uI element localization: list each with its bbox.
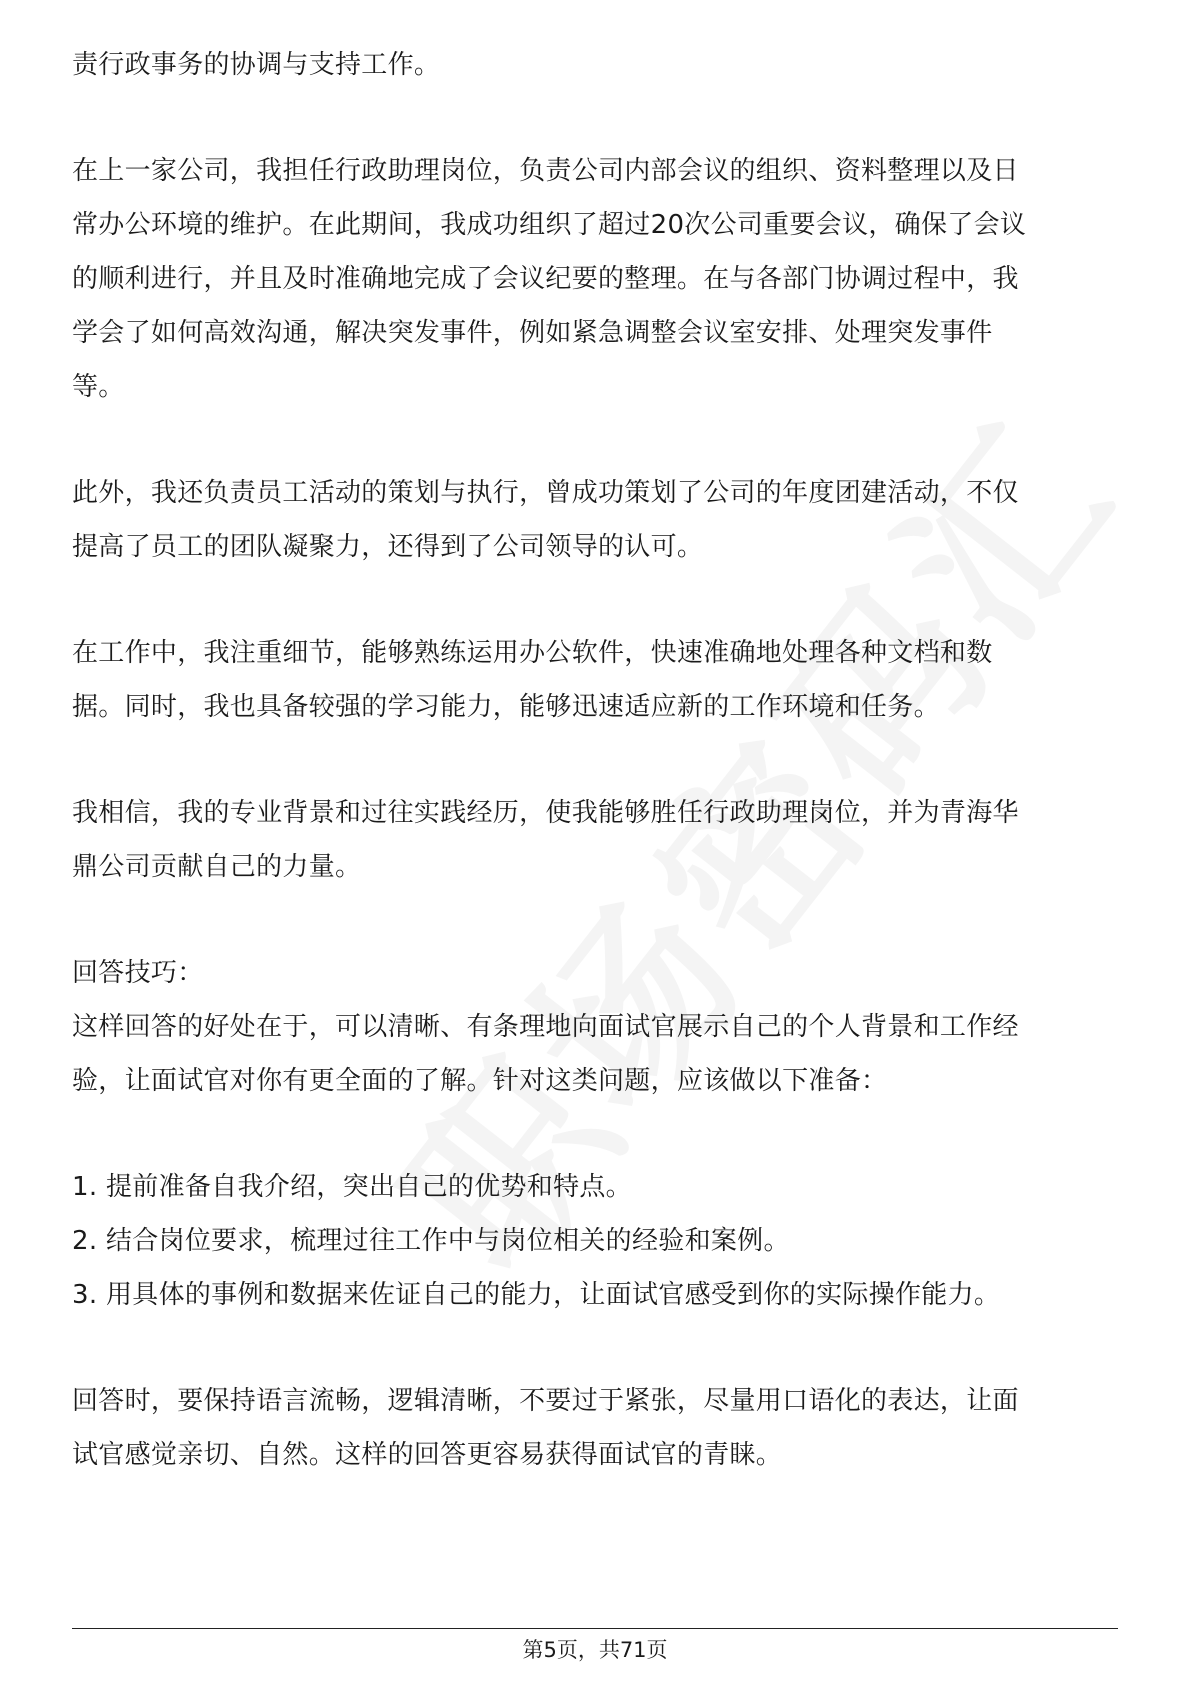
text-line: 学会了如何高效沟通，解决突发事件，例如紧急调整会议室安排、处理突发事件 <box>72 318 993 348</box>
text-line: 的顺利进行，并且及时准确地完成了会议纪要的整理。在与各部门协调过程中，我 <box>72 264 1019 294</box>
text-line: 回答时，要保持语言流畅，逻辑清晰，不要过于紧张，尽量用口语化的表达，让面 <box>72 1386 1019 1416</box>
text-line: 等。 <box>72 372 125 402</box>
list-item: 3. 用具体的事例和数据来佐证自己的能力，让面试官感受到你的实际操作能力。 <box>72 1280 1001 1310</box>
text-line: 验，让面试官对你有更全面的了解。针对这类问题，应该做以下准备： <box>72 1066 888 1096</box>
text-line: 我相信，我的专业背景和过往实践经历，使我能够胜任行政助理岗位，并为青海华 <box>72 798 1019 828</box>
text-line: 在上一家公司，我担任行政助理岗位，负责公司内部会议的组织、资料整理以及日 <box>72 156 1019 186</box>
text-line: 责行政事务的协调与支持工作。 <box>72 50 441 80</box>
text-line: 在工作中，我注重细节，能够熟练运用办公软件，快速准确地处理各种文档和数 <box>72 638 993 668</box>
text-line: 据。同时，我也具备较强的学习能力，能够迅速适应新的工作环境和任务。 <box>72 692 940 722</box>
footer-divider <box>72 1628 1118 1629</box>
text-line: 常办公环境的维护。在此期间，我成功组织了超过20次公司重要会议，确保了会议 <box>72 210 1027 240</box>
page-number: 第5页，共71页 <box>522 1638 668 1662</box>
text-line: 提高了员工的团队凝聚力，还得到了公司领导的认可。 <box>72 532 704 562</box>
text-line: 鼎公司贡献自己的力量。 <box>72 852 362 882</box>
text-line: 这样回答的好处在于，可以清晰、有条理地向面试官展示自己的个人背景和工作经 <box>72 1012 1019 1042</box>
text-line: 试官感觉亲切、自然。这样的回答更容易获得面试官的青睐。 <box>72 1440 783 1470</box>
section-heading: 回答技巧： <box>72 958 204 988</box>
list-item: 1. 提前准备自我介绍，突出自己的优势和特点。 <box>72 1172 632 1202</box>
list-item: 2. 结合岗位要求，梳理过往工作中与岗位相关的经验和案例。 <box>72 1226 790 1256</box>
text-line: 此外，我还负责员工活动的策划与执行，曾成功策划了公司的年度团建活动，不仅 <box>72 478 1019 508</box>
